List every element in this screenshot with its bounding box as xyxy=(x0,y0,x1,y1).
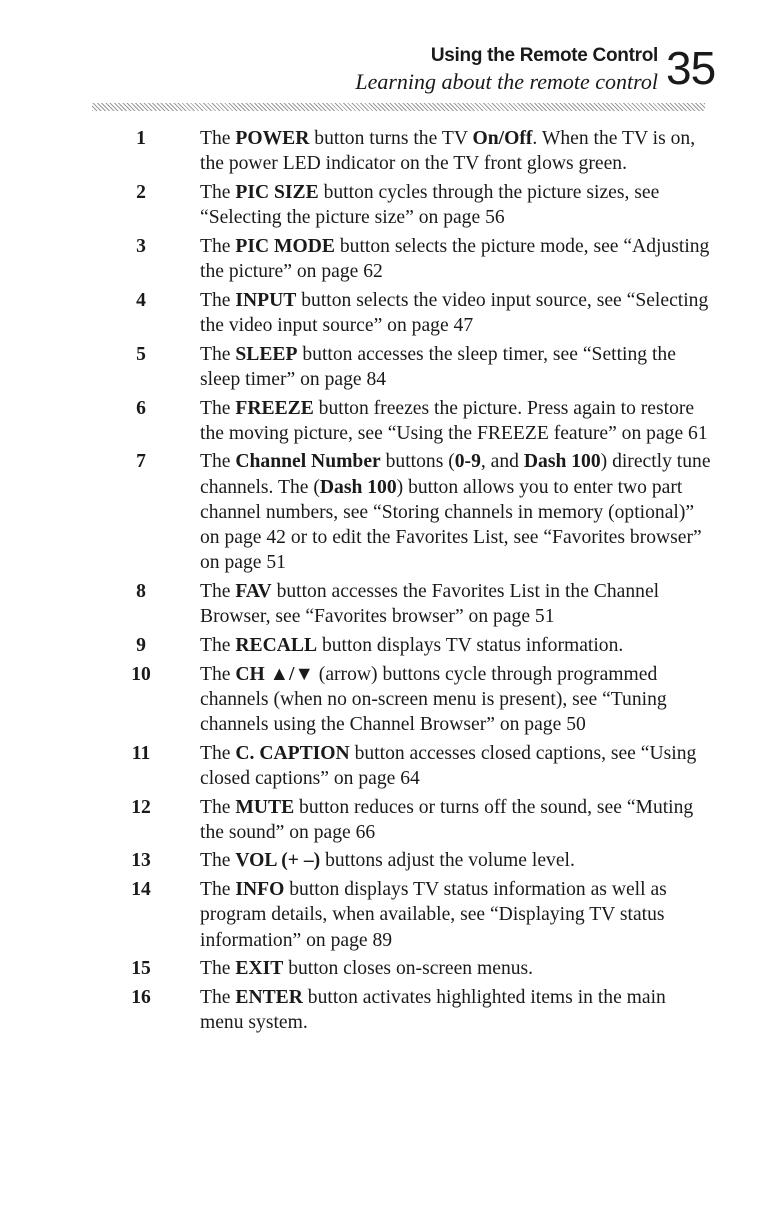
button-name: INFO xyxy=(235,879,285,901)
text-run: The xyxy=(200,663,236,685)
text-run: button selects the picture mode, see “Adjusting the picture” on page 62 xyxy=(200,235,710,283)
text-run: The xyxy=(200,181,236,203)
text-run: button activates highlighted items in the main menu system. xyxy=(200,987,666,1034)
text-run: button displays TV status information as well as program details, when available, see “Displaying TV status information” on page 89 xyxy=(200,879,667,951)
list-item xyxy=(136,449,712,575)
text-run: (arrow) buttons cycle through programmed channels (when no on-screen menu is present), see “Tuning channels using the Channel Browser” on page 50 xyxy=(200,663,667,735)
button-name: FREEZE xyxy=(235,397,314,419)
page-number: 35 xyxy=(666,42,716,94)
button-name: SLEEP xyxy=(235,343,298,365)
list-item xyxy=(136,396,712,446)
text-run: button turns the TV xyxy=(309,128,473,149)
text-run: The xyxy=(200,580,236,602)
text-run: button accesses closed captions, see “Using closed captions” on page 64 xyxy=(200,742,697,789)
list-item xyxy=(136,342,712,392)
item-number: 5 xyxy=(136,343,146,365)
text-run: The xyxy=(200,742,236,764)
button-name: MUTE xyxy=(235,796,295,818)
item-number: 6 xyxy=(136,397,146,419)
item-number: 7 xyxy=(136,451,146,473)
button-name: VOL (+ –) xyxy=(235,850,321,872)
text-run: The xyxy=(200,343,236,365)
text-run: buttons ( xyxy=(380,451,455,473)
item-number: 8 xyxy=(136,580,146,602)
item-number: 2 xyxy=(136,181,146,203)
list-item xyxy=(136,180,712,230)
list-item xyxy=(136,234,712,284)
list-item xyxy=(131,985,712,1035)
text-run: . When the TV is on, the power LED indicator on the TV front glows green. xyxy=(200,128,696,175)
item-number: 15 xyxy=(131,958,151,980)
text-run: The xyxy=(200,451,236,473)
text-run: button cycles through the picture sizes, see “Selecting the picture size” on page 56 xyxy=(200,181,660,229)
item-text xyxy=(200,850,575,871)
text-run: button selects the video input source, see “Selecting the video input source” on page 47 xyxy=(200,289,709,336)
item-text xyxy=(200,743,696,789)
text-run: The xyxy=(200,796,236,818)
button-name: INPUT xyxy=(235,289,297,311)
item-number: 12 xyxy=(131,796,151,818)
item-number: 9 xyxy=(136,634,146,656)
item-text xyxy=(200,987,666,1033)
text-run: button displays TV status information. xyxy=(317,634,624,656)
text-run: The xyxy=(200,987,236,1008)
item-number: 16 xyxy=(131,987,151,1008)
button-name: On/Off xyxy=(472,128,533,149)
text-run: button accesses the sleep timer, see “Setting the sleep timer” on page 84 xyxy=(200,343,676,390)
button-name: C. CAPTION xyxy=(235,742,350,764)
text-run: button closes on-screen menus. xyxy=(283,958,534,980)
text-run: button reduces or turns off the sound, see “Muting the sound” on page 66 xyxy=(200,796,694,843)
list-item xyxy=(136,633,712,658)
list-item xyxy=(131,795,712,845)
list-item xyxy=(131,662,712,738)
text-run: The xyxy=(200,235,236,257)
text-run: ) directly tune channels. The ( xyxy=(200,451,711,498)
item-text xyxy=(200,290,708,336)
list-item xyxy=(131,848,712,873)
list-item xyxy=(131,877,712,953)
item-text xyxy=(200,879,667,950)
text-run: button freezes the picture. Press again to restore the moving picture, see “Using the FREEZE feature” on page 61 xyxy=(200,397,708,444)
button-name: Channel Number xyxy=(235,451,381,473)
text-run: buttons adjust the volume level. xyxy=(320,850,575,872)
header-rule xyxy=(92,103,705,111)
item-number: 10 xyxy=(131,663,151,685)
button-name: FAV xyxy=(235,580,272,602)
section-title: Learning about the remote control xyxy=(355,69,658,94)
item-text xyxy=(200,958,533,979)
button-name: 0-9 xyxy=(454,451,481,473)
button-name: RECALL xyxy=(235,634,318,656)
item-number: 3 xyxy=(136,235,146,257)
button-name: PIC SIZE xyxy=(235,181,319,203)
text-run: The xyxy=(200,289,236,311)
running-header xyxy=(0,44,658,96)
item-text xyxy=(200,128,695,174)
item-text xyxy=(200,236,709,282)
button-name: POWER xyxy=(235,128,310,149)
text-run: The xyxy=(200,634,236,656)
remote-buttons-list xyxy=(131,126,712,1039)
button-name: Dash 100 xyxy=(523,451,601,473)
text-run: The xyxy=(200,397,236,419)
text-run: ) button allows you to enter two part channel numbers, see “Storing channels in memory (optional)” on page 42 or to edit the Favorites List, see “Favorites browser” on page 51 xyxy=(200,476,702,574)
item-number: 1 xyxy=(136,128,146,149)
chapter-title: Using the Remote Control xyxy=(430,45,658,66)
button-name: EXIT xyxy=(235,958,284,980)
text-run: The xyxy=(200,958,236,980)
item-text xyxy=(200,398,708,444)
item-text xyxy=(200,344,676,390)
button-name: CH ▲/▼ xyxy=(235,663,314,685)
text-run: The xyxy=(200,879,236,901)
list-item xyxy=(131,956,712,981)
item-text xyxy=(200,581,659,627)
text-run: The xyxy=(200,128,236,149)
list-item xyxy=(136,126,712,176)
button-name: ENTER xyxy=(235,987,303,1008)
item-text xyxy=(200,664,667,735)
text-run: , and xyxy=(480,451,524,473)
list-item xyxy=(136,288,712,338)
button-name: Dash 100 xyxy=(319,476,397,498)
item-number: 13 xyxy=(131,850,151,872)
item-number: 11 xyxy=(131,742,151,764)
item-number: 4 xyxy=(136,289,146,311)
text-run: button accesses the Favorites List in the Channel Browser, see “Favorites browser” on page 51 xyxy=(200,580,660,628)
item-number: 14 xyxy=(131,879,151,901)
item-text xyxy=(200,797,693,843)
button-name: PIC MODE xyxy=(235,235,335,257)
list-item xyxy=(136,579,712,629)
item-text xyxy=(200,451,711,573)
item-text xyxy=(200,182,659,228)
list-item xyxy=(131,741,712,791)
item-text xyxy=(200,635,623,656)
text-run: The xyxy=(200,850,236,872)
